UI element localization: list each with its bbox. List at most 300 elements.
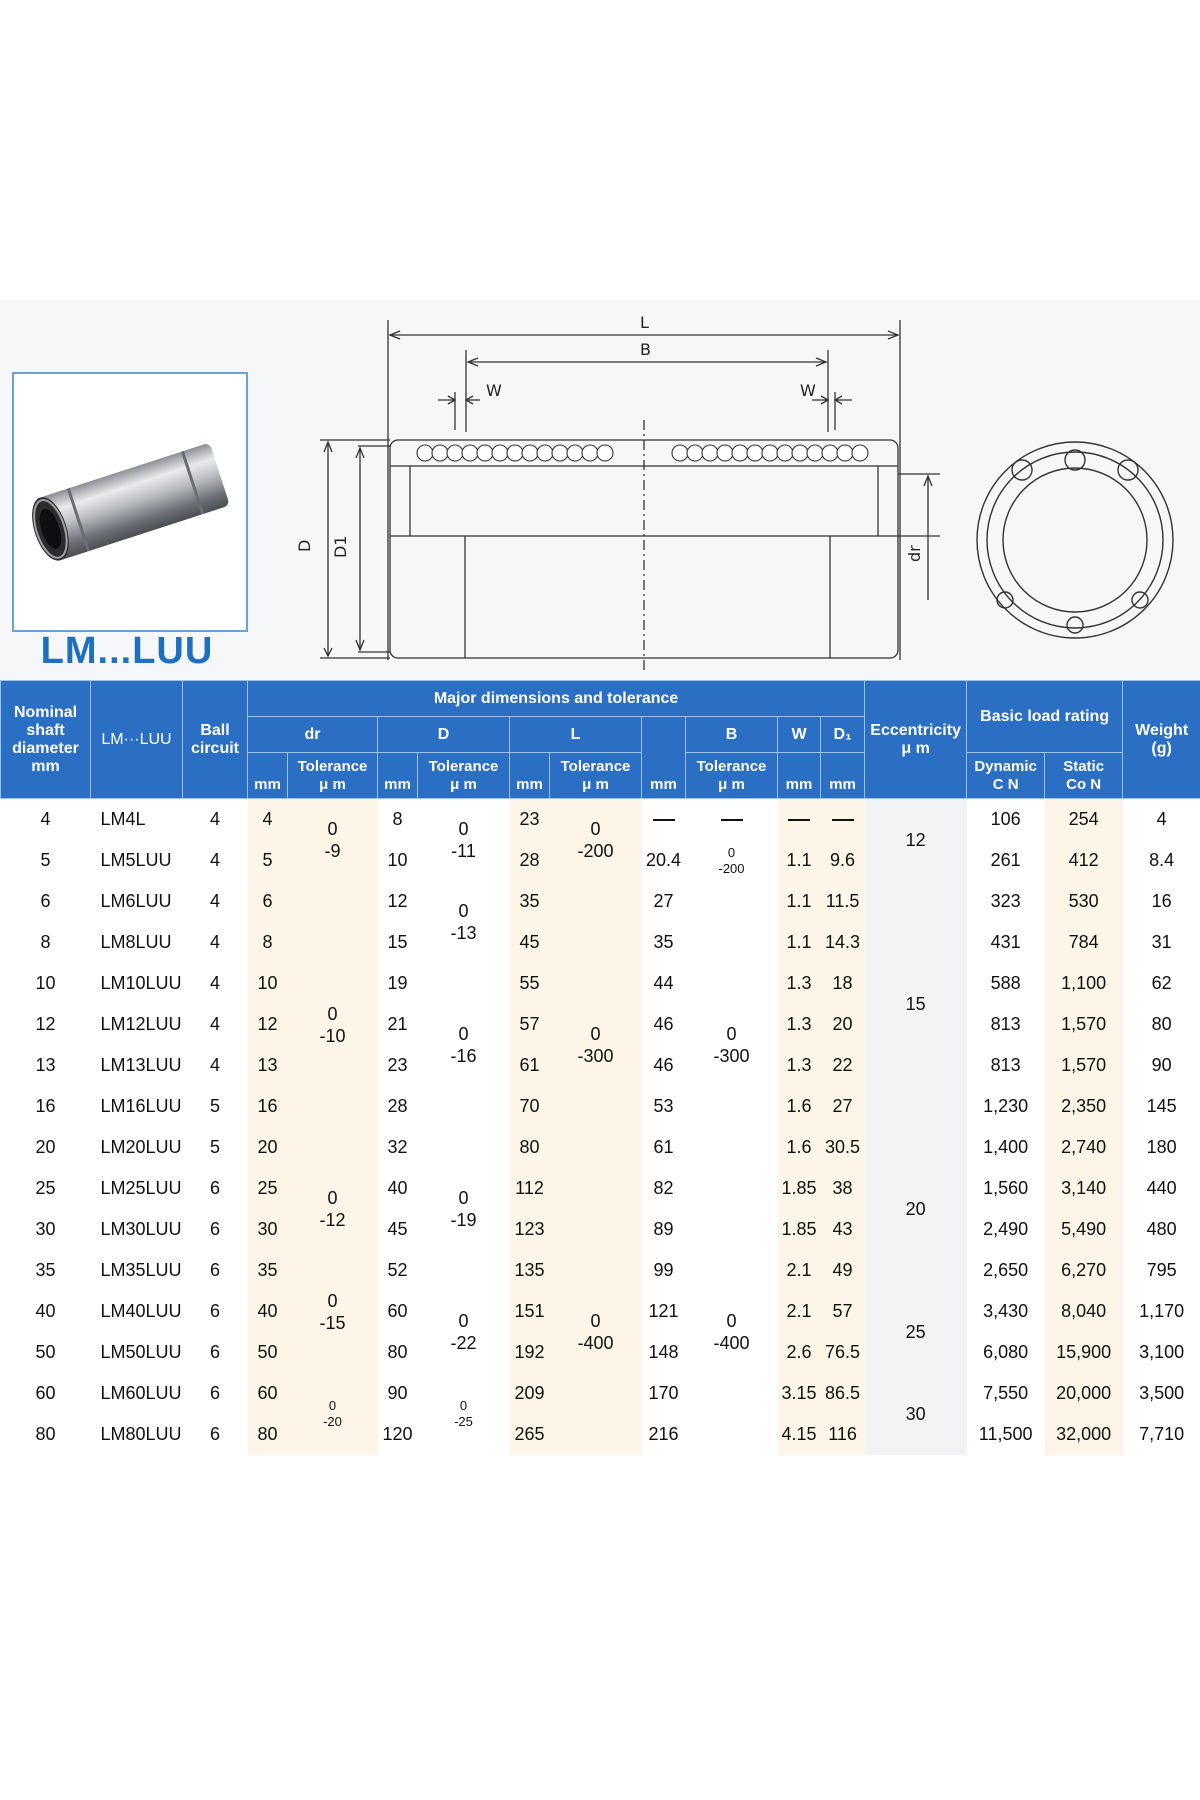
cell-L: 265 bbox=[510, 1414, 550, 1455]
tolerance-value-L bbox=[550, 1023, 642, 1067]
cell-dynamic: 813 bbox=[967, 1004, 1045, 1045]
tolerance-upper: 0 bbox=[726, 1311, 737, 1331]
tolerance-upper: 0 bbox=[590, 1024, 601, 1044]
cell-D1: 86.5 bbox=[821, 1373, 865, 1414]
cell-D: 120 bbox=[378, 1414, 418, 1455]
col-eccentricity-header bbox=[865, 681, 967, 799]
cell-B: 82 bbox=[642, 1168, 686, 1209]
tolerance-value-dr bbox=[288, 1187, 378, 1231]
cell-B: 170 bbox=[642, 1373, 686, 1414]
cell-nominal: 8 bbox=[1, 922, 91, 963]
cell-D1: 20 bbox=[821, 1004, 865, 1045]
cell-weight: 80 bbox=[1123, 1004, 1200, 1045]
tolerance-lower: -400 bbox=[713, 1333, 750, 1353]
cell-W: 1.85 bbox=[778, 1168, 821, 1209]
cell-D: 45 bbox=[378, 1209, 418, 1250]
dim-label-B: B bbox=[640, 340, 651, 359]
cell-D: 23 bbox=[378, 1045, 418, 1086]
cell-model: LM60LUU bbox=[91, 1373, 183, 1414]
cell-L: 61 bbox=[510, 1045, 550, 1086]
cell-dynamic: 261 bbox=[967, 840, 1045, 881]
cell-D: 52 bbox=[378, 1250, 418, 1291]
cell-D1: 43 bbox=[821, 1209, 865, 1250]
cell-B: 35 bbox=[642, 922, 686, 963]
cell-L: 151 bbox=[510, 1291, 550, 1332]
cell-dr: 6 bbox=[248, 881, 288, 922]
cell-dynamic: 3,430 bbox=[967, 1291, 1045, 1332]
cell-ball: 6 bbox=[183, 1250, 248, 1291]
load-rating-header: Basic load rating bbox=[967, 681, 1123, 753]
cell-eccentricity: 30 bbox=[865, 1373, 967, 1455]
tolerance-value-B bbox=[686, 1310, 778, 1354]
cell-W: 3.15 bbox=[778, 1373, 821, 1414]
tolerance-lower: -13 bbox=[450, 923, 477, 943]
tolerance-lower: -25 bbox=[454, 1414, 473, 1429]
ball-row-icon bbox=[417, 445, 868, 461]
tolerance-cell-B bbox=[686, 799, 778, 841]
cell-static: 412 bbox=[1045, 840, 1123, 881]
tolerance-value-D bbox=[418, 1187, 510, 1231]
cell-nominal: 30 bbox=[1, 1209, 91, 1250]
cell-model: LM25LUU bbox=[91, 1168, 183, 1209]
cell-D: 32 bbox=[378, 1127, 418, 1168]
weight-unit: (g) bbox=[1151, 739, 1172, 757]
col-L-mm-header: mm bbox=[510, 753, 550, 799]
cell-D: 28 bbox=[378, 1086, 418, 1127]
tolerance-value-B bbox=[686, 1023, 778, 1067]
cell-nominal: 25 bbox=[1, 1168, 91, 1209]
cell-W: 1.6 bbox=[778, 1086, 821, 1127]
cell-D: 80 bbox=[378, 1332, 418, 1373]
cell-B: 148 bbox=[642, 1332, 686, 1373]
tolerance-upper: 0 bbox=[328, 1398, 337, 1413]
B-tol-unit: μ m bbox=[718, 775, 745, 793]
tolerance-cell-dr bbox=[288, 1373, 378, 1455]
specification-table bbox=[0, 680, 1200, 1455]
tolerance-upper: 0 bbox=[327, 1290, 338, 1311]
tolerance-upper: 0 bbox=[727, 844, 736, 860]
col-B-header: B bbox=[686, 717, 778, 753]
tolerance-value-L bbox=[550, 818, 642, 862]
cell-W: 1.1 bbox=[778, 881, 821, 922]
tolerance-upper: 0 bbox=[590, 819, 601, 839]
cell-model: LM16LUU bbox=[91, 1086, 183, 1127]
tolerance-value-dr bbox=[288, 1398, 378, 1430]
tolerance-value-dr bbox=[288, 818, 378, 862]
tolerance-cell-B bbox=[686, 840, 778, 881]
cell-model: LM10LUU bbox=[91, 963, 183, 1004]
cell-L: 112 bbox=[510, 1168, 550, 1209]
cell-model: LM40LUU bbox=[91, 1291, 183, 1332]
cell-D: 10 bbox=[378, 840, 418, 881]
cell-ball: 4 bbox=[183, 1045, 248, 1086]
cell-L: 55 bbox=[510, 963, 550, 1004]
cell-dynamic: 1,400 bbox=[967, 1127, 1045, 1168]
dim-label-D: D bbox=[295, 539, 314, 552]
cell-dr: 13 bbox=[248, 1045, 288, 1086]
cell-dynamic: 323 bbox=[967, 881, 1045, 922]
tolerance-lower: -12 bbox=[319, 1210, 346, 1230]
cell-D: 60 bbox=[378, 1291, 418, 1332]
cell-static: 530 bbox=[1045, 881, 1123, 922]
cell-weight: 8.4 bbox=[1123, 840, 1200, 881]
cell-D: 40 bbox=[378, 1168, 418, 1209]
cell-D1: 116 bbox=[821, 1414, 865, 1455]
cell-W: 1.1 bbox=[778, 922, 821, 963]
cell-L: 57 bbox=[510, 1004, 550, 1045]
cell-D1: 38 bbox=[821, 1168, 865, 1209]
table-row bbox=[1, 799, 1200, 841]
tolerance-cell-dr bbox=[288, 799, 378, 882]
dim-label-dr: dr bbox=[905, 545, 924, 562]
col-B-mm-header: mm bbox=[642, 717, 686, 799]
cell-L: 23 bbox=[510, 799, 550, 841]
cell-nominal: 5 bbox=[1, 840, 91, 881]
cell-weight: 480 bbox=[1123, 1209, 1200, 1250]
weight-label: Weight bbox=[1135, 721, 1189, 739]
static-label: Static bbox=[1063, 757, 1105, 775]
cell-dr: 40 bbox=[248, 1291, 288, 1332]
cell-L: 28 bbox=[510, 840, 550, 881]
cell-model: LM30LUU bbox=[91, 1209, 183, 1250]
cell-W: 1.3 bbox=[778, 963, 821, 1004]
cell-dr: 12 bbox=[248, 1004, 288, 1045]
cell-B: 89 bbox=[642, 1209, 686, 1250]
tolerance-lower: -19 bbox=[450, 1210, 477, 1230]
cell-dr: 10 bbox=[248, 963, 288, 1004]
cell-dr: 35 bbox=[248, 1250, 288, 1291]
cell-weight: 31 bbox=[1123, 922, 1200, 963]
cell-dr: 50 bbox=[248, 1332, 288, 1373]
tolerance-upper: 0 bbox=[327, 1003, 338, 1024]
cell-dynamic: 11,500 bbox=[967, 1414, 1045, 1455]
tolerance-cell-L bbox=[550, 799, 642, 882]
cell-static: 2,740 bbox=[1045, 1127, 1123, 1168]
cell-L: 35 bbox=[510, 881, 550, 922]
cell-static: 5,490 bbox=[1045, 1209, 1123, 1250]
col-model-header: LM···LUU bbox=[91, 681, 183, 799]
cell-L: 192 bbox=[510, 1332, 550, 1373]
cell-L: 70 bbox=[510, 1086, 550, 1127]
cell-ball: 4 bbox=[183, 922, 248, 963]
cell-W: 1.6 bbox=[778, 1127, 821, 1168]
cell-ball: 6 bbox=[183, 1373, 248, 1414]
cell-weight: 3,500 bbox=[1123, 1373, 1200, 1414]
cell-dr: 30 bbox=[248, 1209, 288, 1250]
tolerance-lower: -22 bbox=[450, 1333, 477, 1353]
cell-ball: 5 bbox=[183, 1127, 248, 1168]
cell-D1: 57 bbox=[821, 1291, 865, 1332]
cell-W: 1.85 bbox=[778, 1209, 821, 1250]
cell-B: 53 bbox=[642, 1086, 686, 1127]
tolerance-lower: -9 bbox=[324, 841, 341, 861]
cell-weight: 440 bbox=[1123, 1168, 1200, 1209]
cell-eccentricity: 12 bbox=[865, 799, 967, 882]
tolerance-value-dr bbox=[288, 1003, 378, 1047]
cell-nominal: 13 bbox=[1, 1045, 91, 1086]
table-row bbox=[1, 1209, 1200, 1250]
cell-dynamic: 2,490 bbox=[967, 1209, 1045, 1250]
cell-ball: 6 bbox=[183, 1414, 248, 1455]
col-nominal-header: Nominal shaft diameter mm bbox=[1, 681, 91, 799]
cell-ball: 4 bbox=[183, 881, 248, 922]
cell-static: 32,000 bbox=[1045, 1414, 1123, 1455]
cell-nominal: 80 bbox=[1, 1414, 91, 1455]
cell-dynamic: 7,550 bbox=[967, 1373, 1045, 1414]
cell-dynamic: 2,650 bbox=[967, 1250, 1045, 1291]
cell-dynamic: 1,230 bbox=[967, 1086, 1045, 1127]
cell-nominal: 50 bbox=[1, 1332, 91, 1373]
tolerance-cell-D bbox=[418, 963, 510, 1127]
technical-drawing bbox=[260, 300, 1200, 680]
tolerance-upper: 0 bbox=[327, 819, 338, 839]
col-dr-mm-header: mm bbox=[248, 753, 288, 799]
cell-ball: 4 bbox=[183, 1004, 248, 1045]
tolerance-lower: -20 bbox=[323, 1414, 342, 1429]
cell-weight: 795 bbox=[1123, 1250, 1200, 1291]
tolerance-upper: 0 bbox=[726, 1024, 737, 1044]
col-D-mm-header: mm bbox=[378, 753, 418, 799]
cell-L: 123 bbox=[510, 1209, 550, 1250]
cell-weight: 4 bbox=[1123, 799, 1200, 841]
col-weight-header bbox=[1123, 681, 1200, 799]
tolerance-upper: 0 bbox=[327, 1188, 338, 1208]
cell-static: 20,000 bbox=[1045, 1373, 1123, 1414]
col-D1-header: D₁ bbox=[821, 717, 865, 753]
tolerance-cell-D bbox=[418, 1127, 510, 1291]
cell-B: 216 bbox=[642, 1414, 686, 1455]
cell-weight: 180 bbox=[1123, 1127, 1200, 1168]
cell-static: 1,570 bbox=[1045, 1045, 1123, 1086]
cell-eccentricity: 20 bbox=[865, 1127, 967, 1291]
tolerance-cell-D bbox=[418, 1373, 510, 1455]
tolerance-cell-L bbox=[550, 1209, 642, 1455]
cell-B: 44 bbox=[642, 963, 686, 1004]
cell-D: 21 bbox=[378, 1004, 418, 1045]
cell-model: LM4L bbox=[91, 799, 183, 841]
dim-label-W-left: W bbox=[486, 381, 502, 400]
cell-D: 12 bbox=[378, 881, 418, 922]
dr-tol-unit: μ m bbox=[319, 775, 346, 793]
tolerance-cell-dr bbox=[288, 1168, 378, 1250]
cell-static: 254 bbox=[1045, 799, 1123, 841]
cell-static: 1,100 bbox=[1045, 963, 1123, 1004]
eccentricity-unit: μ m bbox=[901, 739, 930, 757]
dr-tol-label: Tolerance bbox=[297, 757, 368, 775]
cell-model: LM50LUU bbox=[91, 1332, 183, 1373]
cell-L: 135 bbox=[510, 1250, 550, 1291]
cell-B: 99 bbox=[642, 1250, 686, 1291]
cell-ball: 4 bbox=[183, 840, 248, 881]
cell-dr: 4 bbox=[248, 799, 288, 841]
tolerance-value-D bbox=[418, 1398, 510, 1430]
cell-B bbox=[642, 799, 686, 841]
cell-dr: 80 bbox=[248, 1414, 288, 1455]
tolerance-value-D bbox=[418, 818, 510, 862]
cell-W: 2.6 bbox=[778, 1332, 821, 1373]
tolerance-upper: 0 bbox=[459, 1398, 468, 1413]
cell-model: LM8LUU bbox=[91, 922, 183, 963]
cell-D1: 30.5 bbox=[821, 1127, 865, 1168]
cell-static: 3,140 bbox=[1045, 1168, 1123, 1209]
dim-label-L: L bbox=[640, 313, 649, 332]
cell-eccentricity: 15 bbox=[865, 881, 967, 1127]
dash-icon bbox=[788, 819, 810, 821]
cell-model: LM12LUU bbox=[91, 1004, 183, 1045]
cell-W: 1.3 bbox=[778, 1004, 821, 1045]
tolerance-upper: 0 bbox=[590, 1311, 601, 1331]
cell-nominal: 60 bbox=[1, 1373, 91, 1414]
cell-model: LM6LUU bbox=[91, 881, 183, 922]
tolerance-lower: -200 bbox=[718, 860, 745, 876]
cell-D1: 76.5 bbox=[821, 1332, 865, 1373]
cell-B: 61 bbox=[642, 1127, 686, 1168]
tolerance-lower: -300 bbox=[713, 1046, 750, 1066]
cell-D1: 14.3 bbox=[821, 922, 865, 963]
tolerance-value-D bbox=[418, 1310, 510, 1354]
linear-bearing-photo-icon bbox=[14, 374, 246, 630]
dynamic-unit: C N bbox=[992, 775, 1019, 793]
cell-static: 1,570 bbox=[1045, 1004, 1123, 1045]
tolerance-value-D bbox=[418, 1023, 510, 1067]
cell-D1: 18 bbox=[821, 963, 865, 1004]
col-D-tol-header bbox=[418, 753, 510, 799]
cell-dynamic: 813 bbox=[967, 1045, 1045, 1086]
cell-W: 4.15 bbox=[778, 1414, 821, 1455]
cell-dr: 25 bbox=[248, 1168, 288, 1209]
col-W-mm-header: mm bbox=[778, 753, 821, 799]
tolerance-cell-D bbox=[418, 881, 510, 963]
cell-W: 1.3 bbox=[778, 1045, 821, 1086]
cell-W bbox=[778, 799, 821, 841]
tolerance-lower: -10 bbox=[319, 1025, 346, 1046]
col-L-header: L bbox=[510, 717, 642, 753]
tolerance-cell-B bbox=[686, 1209, 778, 1455]
dash-icon bbox=[721, 819, 743, 821]
dynamic-label: Dynamic bbox=[974, 757, 1037, 775]
product-photo bbox=[12, 372, 248, 632]
dim-label-W-right: W bbox=[800, 381, 816, 400]
product-series-label: LM...LUU bbox=[40, 630, 214, 672]
cell-ball: 6 bbox=[183, 1168, 248, 1209]
cell-ball: 6 bbox=[183, 1332, 248, 1373]
tolerance-cell-dr bbox=[288, 881, 378, 1168]
cell-model: LM5LUU bbox=[91, 840, 183, 881]
cell-L: 80 bbox=[510, 1127, 550, 1168]
tolerance-lower: -300 bbox=[577, 1046, 614, 1066]
tolerance-cell-dr bbox=[288, 1250, 378, 1373]
col-dynamic-header bbox=[967, 753, 1045, 799]
cell-weight: 90 bbox=[1123, 1045, 1200, 1086]
cell-dynamic: 106 bbox=[967, 799, 1045, 841]
dash-icon bbox=[653, 819, 675, 821]
L-tol-unit: μ m bbox=[582, 775, 609, 793]
col-B-tol-header bbox=[686, 753, 778, 799]
tolerance-lower: -200 bbox=[577, 841, 614, 861]
cell-D: 90 bbox=[378, 1373, 418, 1414]
cell-ball: 6 bbox=[183, 1291, 248, 1332]
cell-ball: 6 bbox=[183, 1209, 248, 1250]
cell-dynamic: 6,080 bbox=[967, 1332, 1045, 1373]
tolerance-cell-D bbox=[418, 799, 510, 882]
cell-model: LM80LUU bbox=[91, 1414, 183, 1455]
cell-D1: 27 bbox=[821, 1086, 865, 1127]
cell-weight: 145 bbox=[1123, 1086, 1200, 1127]
cell-ball: 4 bbox=[183, 963, 248, 1004]
cell-dynamic: 431 bbox=[967, 922, 1045, 963]
cell-model: LM35LUU bbox=[91, 1250, 183, 1291]
cell-D1: 11.5 bbox=[821, 881, 865, 922]
tolerance-value-dr bbox=[288, 1290, 378, 1334]
cell-eccentricity: 25 bbox=[865, 1291, 967, 1373]
col-W-header: W bbox=[778, 717, 821, 753]
cell-nominal: 35 bbox=[1, 1250, 91, 1291]
cell-dynamic: 1,560 bbox=[967, 1168, 1045, 1209]
tolerance-lower: -16 bbox=[450, 1046, 477, 1066]
cell-static: 784 bbox=[1045, 922, 1123, 963]
cell-B: 46 bbox=[642, 1004, 686, 1045]
cell-dr: 5 bbox=[248, 840, 288, 881]
cell-nominal: 4 bbox=[1, 799, 91, 841]
tolerance-value-B bbox=[686, 845, 778, 877]
cell-D1: 49 bbox=[821, 1250, 865, 1291]
cell-nominal: 20 bbox=[1, 1127, 91, 1168]
cell-dr: 20 bbox=[248, 1127, 288, 1168]
L-tol-label: Tolerance bbox=[560, 757, 631, 775]
cell-D1: 22 bbox=[821, 1045, 865, 1086]
cell-D: 8 bbox=[378, 799, 418, 841]
cell-weight: 1,170 bbox=[1123, 1291, 1200, 1332]
cell-ball: 4 bbox=[183, 799, 248, 841]
cell-weight: 7,710 bbox=[1123, 1414, 1200, 1455]
cell-static: 8,040 bbox=[1045, 1291, 1123, 1332]
tolerance-lower: -400 bbox=[577, 1333, 614, 1353]
tolerance-upper: 0 bbox=[458, 901, 469, 921]
end-view-icon bbox=[977, 442, 1173, 638]
cell-nominal: 16 bbox=[1, 1086, 91, 1127]
tolerance-upper: 0 bbox=[458, 1024, 469, 1044]
tolerance-lower: -15 bbox=[319, 1312, 346, 1333]
cell-model: LM13LUU bbox=[91, 1045, 183, 1086]
cell-D: 19 bbox=[378, 963, 418, 1004]
cell-W: 2.1 bbox=[778, 1250, 821, 1291]
eccentricity-label: Eccentricity bbox=[870, 721, 961, 739]
col-dr-header: dr bbox=[248, 717, 378, 753]
tolerance-upper: 0 bbox=[458, 1311, 469, 1331]
cell-B: 121 bbox=[642, 1291, 686, 1332]
cell-W: 2.1 bbox=[778, 1291, 821, 1332]
cell-static: 2,350 bbox=[1045, 1086, 1123, 1127]
tolerance-cell-B bbox=[686, 881, 778, 1209]
tolerance-value-D bbox=[418, 900, 510, 944]
cell-weight: 16 bbox=[1123, 881, 1200, 922]
dim-label-D1: D1 bbox=[331, 535, 350, 558]
major-dimensions-header: Major dimensions and tolerance bbox=[248, 681, 865, 717]
dash-icon bbox=[832, 819, 854, 821]
table-row bbox=[1, 881, 1200, 922]
col-static-header bbox=[1045, 753, 1123, 799]
cell-dr: 60 bbox=[248, 1373, 288, 1414]
cell-model: LM20LUU bbox=[91, 1127, 183, 1168]
cell-B: 27 bbox=[642, 881, 686, 922]
cell-dr: 8 bbox=[248, 922, 288, 963]
cell-nominal: 40 bbox=[1, 1291, 91, 1332]
col-D-header: D bbox=[378, 717, 510, 753]
col-dr-tol-header bbox=[288, 753, 378, 799]
col-D1-mm-header: mm bbox=[821, 753, 865, 799]
D-tol-unit: μ m bbox=[450, 775, 477, 793]
cell-B: 46 bbox=[642, 1045, 686, 1086]
